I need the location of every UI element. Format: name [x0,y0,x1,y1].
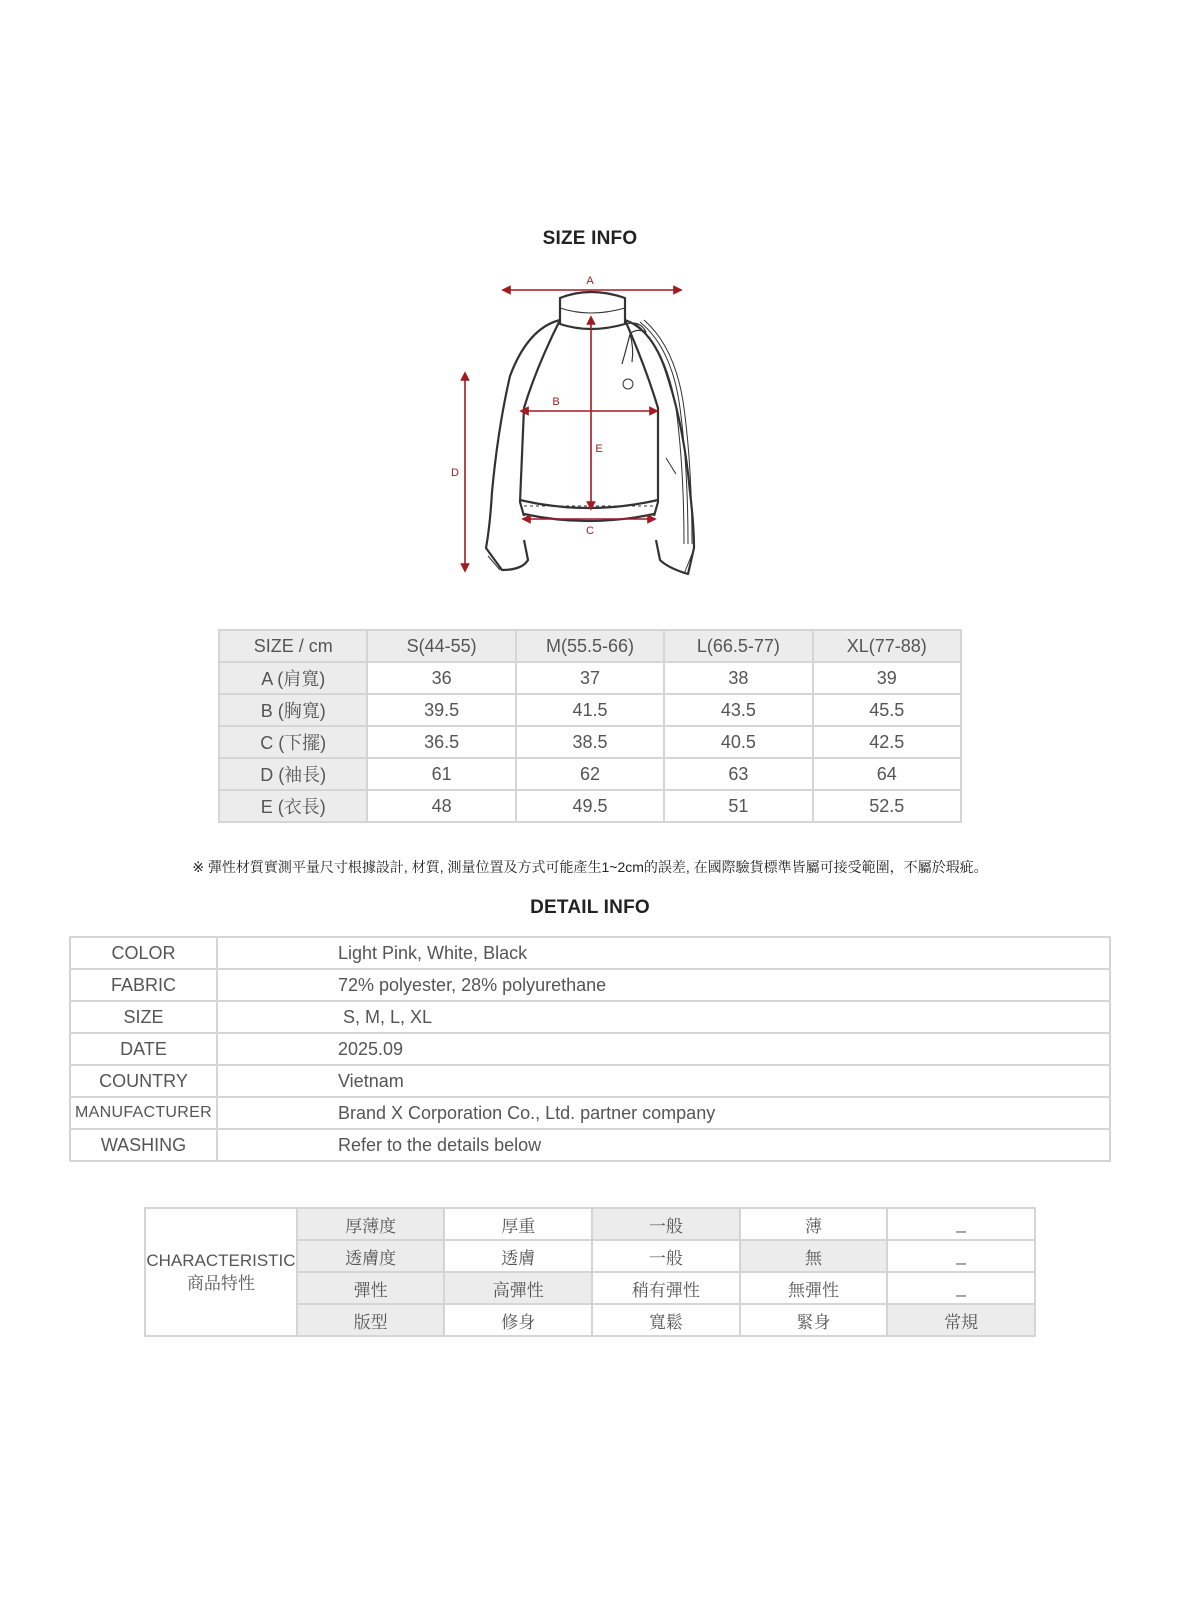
table-cell: 41.5 [516,694,664,726]
label-e: E [595,443,603,455]
table-cell: 36.5 [367,726,515,758]
char-option-selected: 無 [740,1240,888,1272]
char-option: _ [887,1272,1035,1304]
table-cell: 49.5 [516,790,664,822]
table-row [219,790,961,822]
row-label: A (肩寬) [219,662,367,694]
table-cell: 39.5 [367,694,515,726]
row-label: D (袖長) [219,758,367,790]
characteristic-label-en: CHARACTERISTIC [146,1251,296,1270]
char-option: 無彈性 [740,1272,888,1304]
table-row [219,726,961,758]
char-name: 彈性 [297,1272,445,1304]
table-cell: 62 [516,758,664,790]
size-note: ※ 彈性材質實測平量尺寸根據設計, 材質, 測量位置及方式可能產生1~2cm的誤差, 在國際驗貨標準皆屬可接受範圍，不屬於瑕疵。 [192,859,988,875]
table-cell: 43.5 [664,694,812,726]
table-row [219,758,961,790]
table-cell: 64 [813,758,961,790]
detail-key: COUNTRY [70,1065,217,1097]
detail-row-color [70,937,1110,969]
table-cell: 63 [664,758,812,790]
size-info-title: SIZE INFO [542,228,638,249]
char-option: 薄 [740,1208,888,1240]
size-table [218,629,962,823]
char-option: 寬鬆 [592,1304,740,1336]
table-cell: 38 [664,662,812,694]
detail-key: DATE [70,1033,217,1065]
table-cell: 42.5 [813,726,961,758]
char-name: 厚薄度 [297,1208,445,1240]
char-option-selected: 高彈性 [444,1272,592,1304]
detail-key: FABRIC [70,969,217,1001]
label-c: C [586,525,594,537]
detail-value: 72% polyester, 28% polyurethane [217,969,1110,1001]
characteristic-table [144,1207,1036,1337]
table-row [219,694,961,726]
table-cell: 40.5 [664,726,812,758]
detail-row-country [70,1065,1110,1097]
header-cell: L(66.5-77) [664,630,812,662]
table-cell: 36 [367,662,515,694]
char-option: 一般 [592,1240,740,1272]
detail-row-fabric [70,969,1110,1001]
header-cell: S(44-55) [367,630,515,662]
char-option: 緊身 [740,1304,888,1336]
char-option: _ [887,1240,1035,1272]
label-a: A [586,275,594,287]
detail-key: SIZE [70,1001,217,1033]
detail-value: Light Pink, White, Black [217,937,1110,969]
table-cell: 51 [664,790,812,822]
char-row-thickness [145,1208,1035,1240]
char-name: 透膚度 [297,1240,445,1272]
table-cell: 45.5 [813,694,961,726]
detail-key: COLOR [70,937,217,969]
table-cell: 52.5 [813,790,961,822]
char-option: 厚重 [444,1208,592,1240]
row-label: C (下擺) [219,726,367,758]
char-option: 透膚 [444,1240,592,1272]
garment-diagram [440,268,740,588]
table-cell: 38.5 [516,726,664,758]
header-cell: XL(77-88) [813,630,961,662]
char-option-selected: 一般 [592,1208,740,1240]
char-option: 稍有彈性 [592,1272,740,1304]
char-name: 版型 [297,1304,445,1336]
char-option-selected: 常規 [887,1304,1035,1336]
header-cell: M(55.5-66) [516,630,664,662]
detail-key: MANUFACTURER [70,1097,217,1129]
row-label: B (胸寬) [219,694,367,726]
detail-value: Brand X Corporation Co., Ltd. partner company [217,1097,1110,1129]
label-d: D [451,467,459,479]
label-b: B [552,396,560,408]
table-row [219,662,961,694]
detail-value: Refer to the details below [217,1129,1110,1161]
table-cell: 61 [367,758,515,790]
detail-row-manufacturer [70,1097,1110,1129]
char-option: _ [887,1208,1035,1240]
table-cell: 48 [367,790,515,822]
table-cell: 39 [813,662,961,694]
detail-table [69,936,1111,1162]
characteristic-label-zh: 商品特性 [186,1274,255,1293]
row-label: E (衣長) [219,790,367,822]
char-option: 修身 [444,1304,592,1336]
detail-row-washing [70,1129,1110,1161]
detail-value: 2025.09 [217,1033,1110,1065]
table-cell: 37 [516,662,664,694]
header-cell: SIZE / cm [219,630,367,662]
detail-value: S, M, L, XL [217,1001,1110,1033]
detail-row-date [70,1033,1110,1065]
detail-row-size [70,1001,1110,1033]
detail-info-title: DETAIL INFO [530,897,650,918]
characteristic-label [145,1208,297,1336]
detail-key: WASHING [70,1129,217,1161]
detail-value: Vietnam [217,1065,1110,1097]
size-table-header [219,630,961,662]
